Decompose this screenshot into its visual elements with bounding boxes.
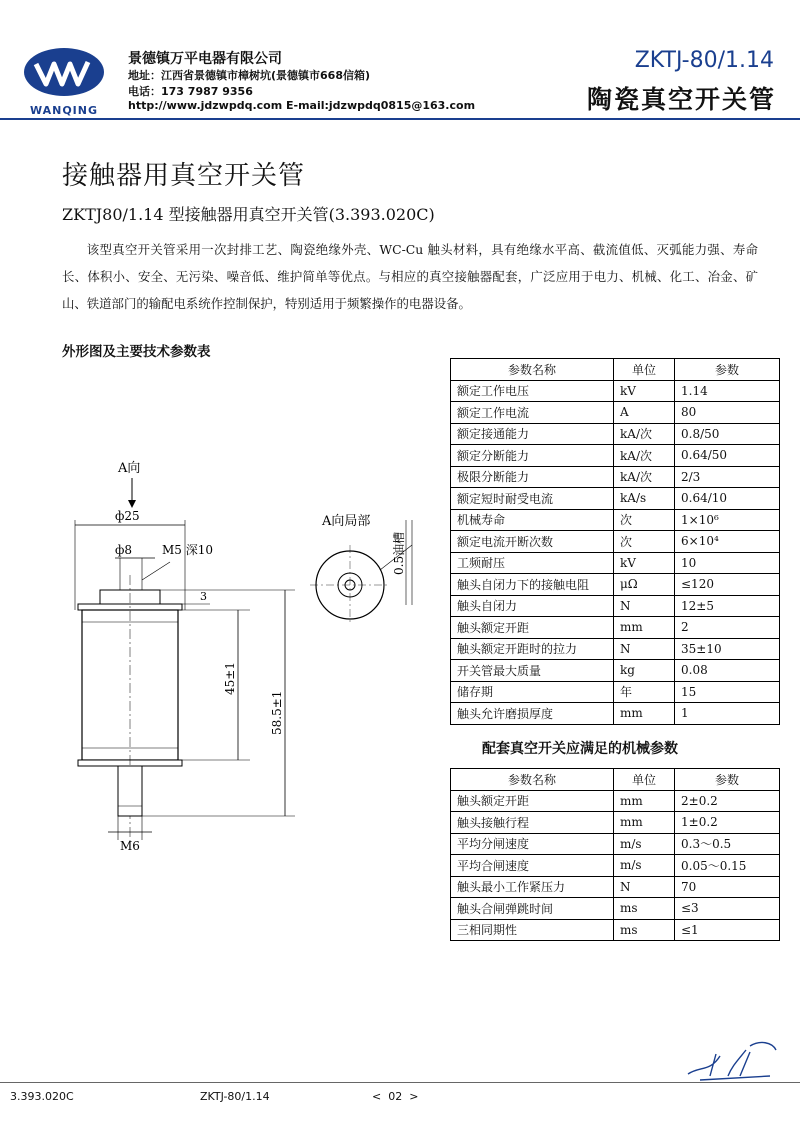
table-row bbox=[451, 595, 780, 617]
page-title: 接触器用真空开关管 bbox=[62, 161, 306, 191]
param-unit: kA/次 bbox=[614, 423, 675, 445]
param-unit: mm bbox=[614, 790, 675, 812]
param-unit: m/s bbox=[614, 833, 675, 855]
param-value: 1 bbox=[675, 703, 780, 725]
column-header: 参数名称 bbox=[451, 359, 614, 381]
param-unit: N bbox=[614, 876, 675, 898]
table-row bbox=[451, 703, 780, 725]
param-name: 额定工作电流 bbox=[451, 402, 614, 424]
param-name: 机械寿命 bbox=[451, 509, 614, 531]
local-view-label: A向局部 bbox=[322, 514, 371, 529]
table-row bbox=[451, 681, 780, 703]
table-header-row bbox=[451, 769, 780, 791]
column-header: 参数 bbox=[675, 769, 780, 791]
param-value: 1×10⁶ bbox=[675, 509, 780, 531]
param-name: 三相同期性 bbox=[451, 919, 614, 941]
section-mech-title: 配套真空开关应满足的机械参数 bbox=[482, 741, 678, 757]
m5-label: M5 深10 bbox=[162, 543, 214, 557]
table-row bbox=[451, 402, 780, 424]
page-subtitle: ZKTJ80/1.14 型接触器用真空开关管(3.393.020C) bbox=[62, 205, 435, 224]
dia25-label: ф25 bbox=[115, 509, 140, 523]
table-row bbox=[451, 552, 780, 574]
param-unit: mm bbox=[614, 703, 675, 725]
param-unit: kA/次 bbox=[614, 445, 675, 467]
param-name: 开关管最大质量 bbox=[451, 660, 614, 682]
mech-table bbox=[450, 768, 780, 941]
footer-docnum: 3.393.020C bbox=[10, 1090, 74, 1103]
company-web-email: http://www.jdzwpdq.com E-mail:jdzwpdq0815@163.com bbox=[128, 99, 476, 112]
param-name: 工频耐压 bbox=[451, 552, 614, 574]
param-value: 10 bbox=[675, 552, 780, 574]
header-divider bbox=[0, 118, 800, 120]
spec-table bbox=[450, 358, 780, 725]
param-name: 平均分闸速度 bbox=[451, 833, 614, 855]
table-row bbox=[451, 574, 780, 596]
outline-drawing bbox=[60, 450, 440, 870]
param-unit: A bbox=[614, 402, 675, 424]
param-name: 触头额定开距时的拉力 bbox=[451, 638, 614, 660]
param-unit: m/s bbox=[614, 855, 675, 877]
param-value: ≤3 bbox=[675, 898, 780, 920]
param-name: 额定工作电压 bbox=[451, 380, 614, 402]
dia8-label: ф8 bbox=[115, 543, 133, 557]
table-row bbox=[451, 466, 780, 488]
param-unit: N bbox=[614, 595, 675, 617]
column-header: 参数名称 bbox=[451, 769, 614, 791]
table-row bbox=[451, 660, 780, 682]
table-row bbox=[451, 833, 780, 855]
company-logo bbox=[14, 40, 114, 118]
param-unit: ms bbox=[614, 898, 675, 920]
param-unit: kg bbox=[614, 660, 675, 682]
param-unit: mm bbox=[614, 617, 675, 639]
param-unit: mm bbox=[614, 812, 675, 834]
param-name: 额定短时耐受电流 bbox=[451, 488, 614, 510]
param-unit: ms bbox=[614, 919, 675, 941]
dim3-label: 3 bbox=[200, 590, 207, 603]
table-row bbox=[451, 380, 780, 402]
param-unit: kV bbox=[614, 380, 675, 402]
param-value: 12±5 bbox=[675, 595, 780, 617]
h45-label: 45±1 bbox=[223, 662, 237, 695]
param-name: 触头允许磨损厚度 bbox=[451, 703, 614, 725]
param-value: 0.3～0.5 bbox=[675, 833, 780, 855]
param-unit: kA/s bbox=[614, 488, 675, 510]
direction-label: A向 bbox=[118, 461, 141, 476]
table-row bbox=[451, 445, 780, 467]
param-name: 储存期 bbox=[451, 681, 614, 703]
column-header: 参数 bbox=[675, 359, 780, 381]
header-product: 陶瓷真空开关管 bbox=[586, 85, 776, 114]
param-value: 0.05～0.15 bbox=[675, 855, 780, 877]
param-name: 极限分断能力 bbox=[451, 466, 614, 488]
param-value: 0.08 bbox=[675, 660, 780, 682]
param-name: 触头额定开距 bbox=[451, 790, 614, 812]
param-unit: kV bbox=[614, 552, 675, 574]
param-unit: kA/次 bbox=[614, 466, 675, 488]
table-row bbox=[451, 509, 780, 531]
param-name: 触头自闭力下的接触电阻 bbox=[451, 574, 614, 596]
param-value: 70 bbox=[675, 876, 780, 898]
param-value: 1.14 bbox=[675, 380, 780, 402]
column-header: 单位 bbox=[614, 769, 675, 791]
param-name: 额定分断能力 bbox=[451, 445, 614, 467]
param-value: 0.64/50 bbox=[675, 445, 780, 467]
param-value: 2±0.2 bbox=[675, 790, 780, 812]
param-value: 6×10⁴ bbox=[675, 531, 780, 553]
footer-divider bbox=[0, 1082, 800, 1083]
company-address: 地址：江西省景德镇市樟树坑(景德镇市668信箱) bbox=[128, 69, 371, 82]
param-name: 触头自闭力 bbox=[451, 595, 614, 617]
param-value: ≤120 bbox=[675, 574, 780, 596]
param-value: 2/3 bbox=[675, 466, 780, 488]
product-description: 该型真空开关管采用一次封排工艺、陶瓷绝缘外壳、WC-Cu 触头材料，具有绝缘水平高、截流值低、灭弧能力强、寿命长、体积小、安全、无污染、噪音低、维护简单等优点。与相应的真空接触器配套，广泛应用于电力、机械、化工、冶金、矿山、铁道部门的输配电系统作控制保护，特别适用于频繁操作的电器设备。 bbox=[62, 242, 758, 311]
section-outline-title: 外形图及主要技术参数表 bbox=[62, 344, 211, 360]
param-name: 触头合闸弹跳时间 bbox=[451, 898, 614, 920]
table-row bbox=[451, 876, 780, 898]
param-name: 平均合闸速度 bbox=[451, 855, 614, 877]
param-name: 额定接通能力 bbox=[451, 423, 614, 445]
page-number: < 02 > bbox=[372, 1090, 419, 1103]
company-phone: 电话：173 7987 9356 bbox=[128, 85, 253, 98]
param-value: 0.64/10 bbox=[675, 488, 780, 510]
h585-label: 58.5±1 bbox=[270, 690, 284, 735]
table-row bbox=[451, 531, 780, 553]
logo-wordmark: WANQING bbox=[29, 104, 99, 117]
header-model: ZKTJ-80/1.14 bbox=[634, 48, 774, 73]
table-row bbox=[451, 855, 780, 877]
param-value: 2 bbox=[675, 617, 780, 639]
param-name: 触头额定开距 bbox=[451, 617, 614, 639]
table-row bbox=[451, 638, 780, 660]
table-row bbox=[451, 919, 780, 941]
table-row bbox=[451, 812, 780, 834]
param-value: 1±0.2 bbox=[675, 812, 780, 834]
param-name: 触头接触行程 bbox=[451, 812, 614, 834]
table-row bbox=[451, 898, 780, 920]
m6-label: M6 bbox=[120, 839, 140, 853]
param-unit: N bbox=[614, 638, 675, 660]
param-unit: 年 bbox=[614, 681, 675, 703]
param-unit: 次 bbox=[614, 509, 675, 531]
footer-model: ZKTJ-80/1.14 bbox=[200, 1090, 270, 1103]
param-unit: 次 bbox=[614, 531, 675, 553]
groove-label: 0.5油槽 bbox=[392, 531, 406, 575]
company-name: 景德镇万平电器有限公司 bbox=[128, 51, 282, 67]
param-name: 触头最小工作紧压力 bbox=[451, 876, 614, 898]
param-unit: μΩ bbox=[614, 574, 675, 596]
param-value: 15 bbox=[675, 681, 780, 703]
param-name: 额定电流开断次数 bbox=[451, 531, 614, 553]
param-value: 0.8/50 bbox=[675, 423, 780, 445]
column-header: 单位 bbox=[614, 359, 675, 381]
table-row bbox=[451, 790, 780, 812]
param-value: 80 bbox=[675, 402, 780, 424]
table-row bbox=[451, 423, 780, 445]
param-value: 35±10 bbox=[675, 638, 780, 660]
handwritten-mark bbox=[680, 1036, 780, 1084]
table-header-row bbox=[451, 359, 780, 381]
table-row bbox=[451, 488, 780, 510]
param-value: ≤1 bbox=[675, 919, 780, 941]
table-row bbox=[451, 617, 780, 639]
